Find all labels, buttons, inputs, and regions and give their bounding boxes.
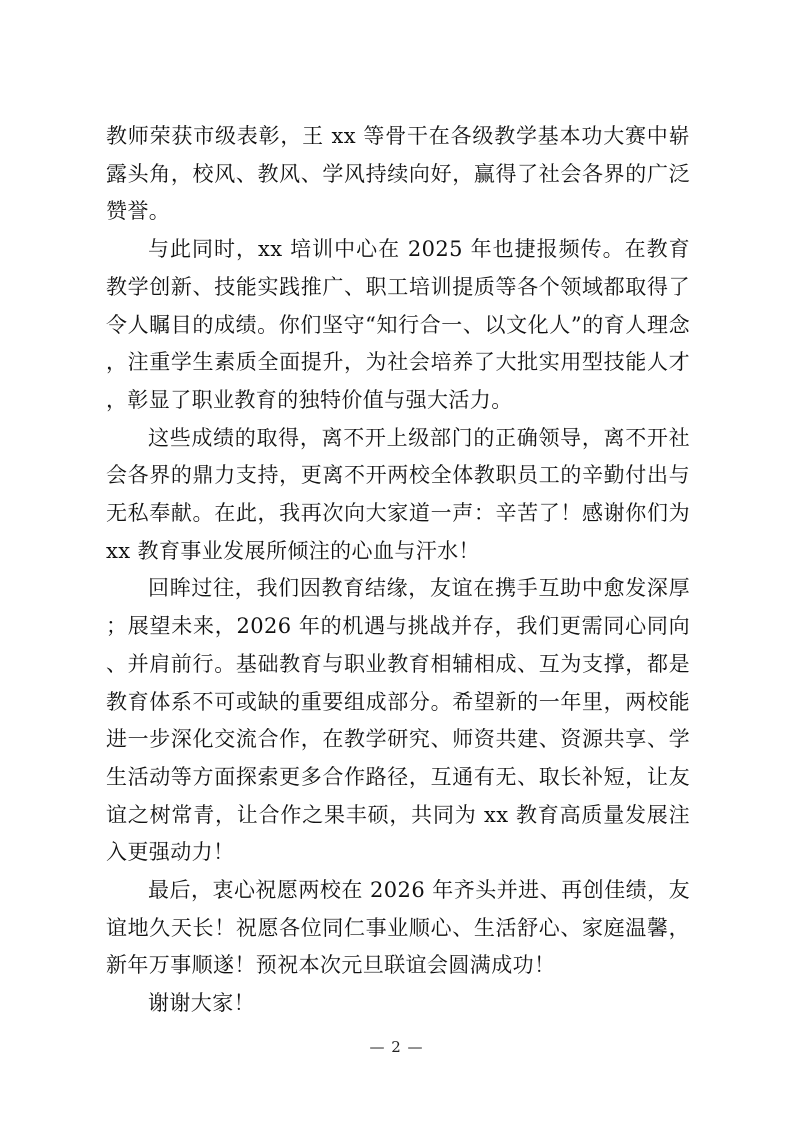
paragraph-continued: 教师荣获市级表彰，王 xx 等骨干在各级教学基本功大赛中崭露头角，校风、教风、学风持续向好，赢得了社会各界的广泛赞誉。	[106, 124, 690, 224]
page-number: — 2 —	[369, 1038, 424, 1056]
paragraph-wishes: 最后，衷心祝愿两校在 2026 年齐头并进、再创佳绩，友谊地久天长！祝愿各位同仁事业顺心、生活舒心、家庭温馨，新年万事顺遂！预祝本次元旦联谊会圆满成功！	[106, 878, 690, 978]
document-body	[106, 118, 690, 1023]
paragraph-thanks: 这些成绩的取得，离不开上级部门的正确领导，离不开社会各界的鼎力支持，更离不开两校全体教职员工的辛勤付出与无私奉献。在此，我再次向大家道一声：辛苦了！感谢你们为 xx 教育事业发展所倾注的心血与汗水！	[106, 425, 690, 563]
paragraph-closing: 谢谢大家！	[148, 991, 255, 1016]
paragraph-training-center: 与此同时，xx 培训中心在 2025 年也捷报频传。在教育教学创新、技能实践推广、职工培训提质等各个领域都取得了令人瞩目的成绩。你们坚守“知行合一、以文化人”的育人理念，注重学生素质全面提升，为社会培养了大批实用型技能人才，彰显了职业教育的独特价值与强大活力。	[106, 237, 690, 412]
paragraph-outlook: 回眸过往，我们因教育结缘，友谊在携手互助中愈发深厚；展望未来，2026 年的机遇与挑战并存，我们更需同心同向、并肩前行。基础教育与职业教育相辅相成、互为支撑，都是教育体系不可或缺的重要组成部分。希望新的一年里，两校能进一步深化交流合作，在教学研究、师资共建、资源共享、学生活动等方面探索更多合作路径，互通有无、取长补短，让友谊之树常青，让合作之果丰硕，共同为 xx 教育高质量发展注入更强动力！	[106, 576, 690, 865]
